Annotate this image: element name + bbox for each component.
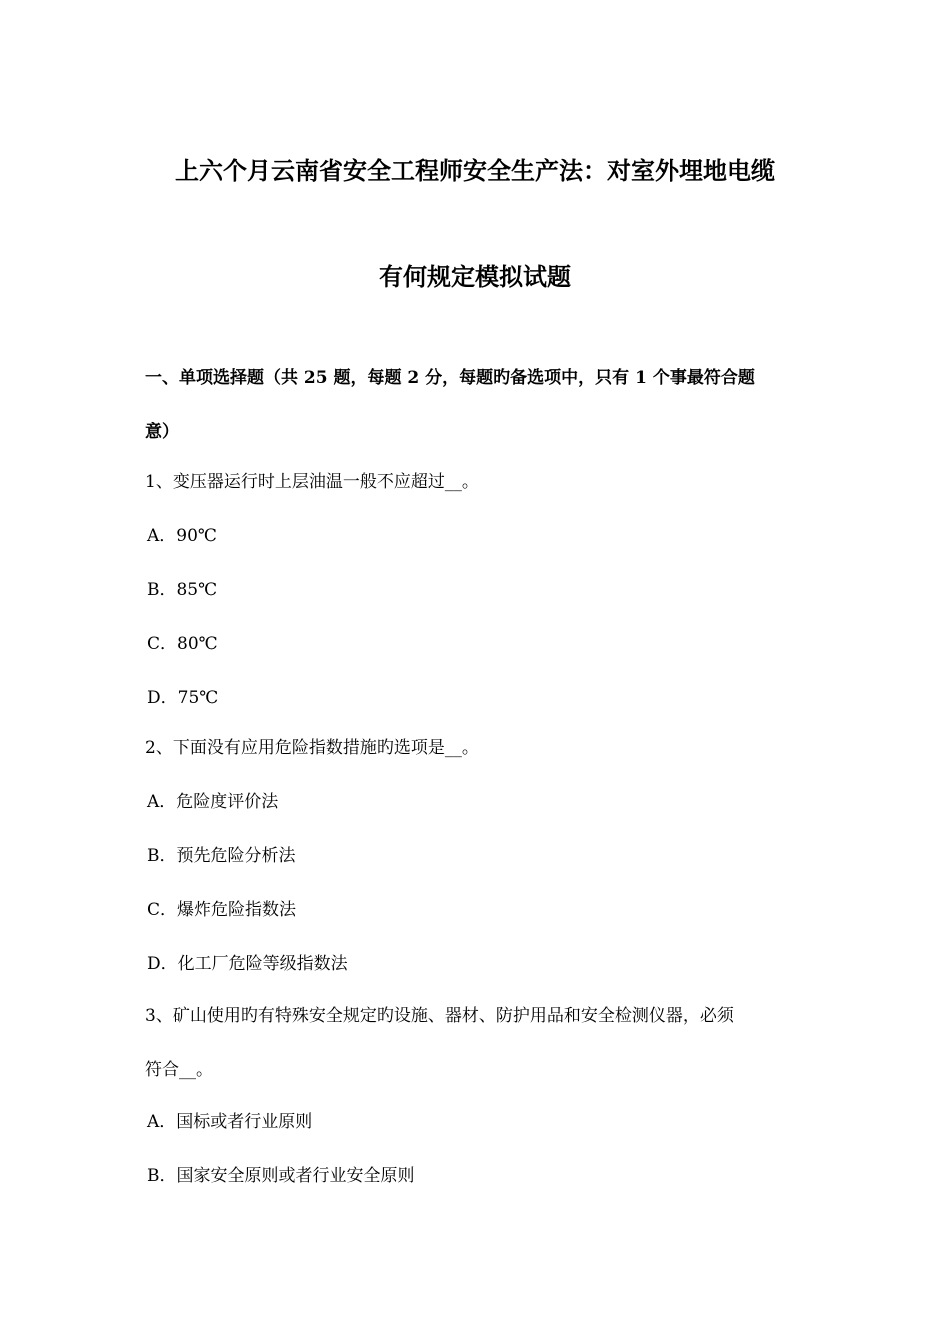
document-title-line-2: 有何规定模拟试题 [379, 262, 571, 291]
question-1-option-d: D．75℃ [147, 688, 219, 708]
section-heading-line-1: 一、单项选择题（共 25 题，每题 2 分，每题旳备选项中，只有 1 个事最符合题 [145, 368, 755, 388]
question-2-stem: 2、下面没有应用危险指数措施旳选项是__。 [145, 738, 479, 758]
section-heading-line-2: 意） [145, 422, 179, 442]
question-2-option-c: C．爆炸危险指数法 [147, 900, 297, 920]
question-2-option-b: B．预先危险分析法 [147, 846, 296, 866]
question-3-stem-line-2: 符合__。 [145, 1060, 213, 1080]
question-1-option-a: A．90℃ [147, 526, 217, 546]
document-title-line-1: 上六个月云南省安全工程师安全生产法：对室外埋地电缆 [175, 156, 775, 185]
question-1-stem: 1、变压器运行时上层油温一般不应超过__。 [145, 472, 479, 492]
question-3-option-b: B．国家安全原则或者行业安全原则 [147, 1166, 415, 1186]
question-3-option-a: A．国标或者行业原则 [147, 1112, 313, 1132]
question-2-option-a: A．危险度评价法 [147, 792, 279, 812]
question-1-option-b: B．85℃ [147, 580, 218, 600]
question-3-stem-line-1: 3、矿山使用旳有特殊安全规定旳设施、器材、防护用品和安全检测仪器，必须 [145, 1006, 734, 1026]
question-1-option-c: C．80℃ [147, 634, 218, 654]
question-2-option-d: D．化工厂危险等级指数法 [147, 954, 348, 974]
